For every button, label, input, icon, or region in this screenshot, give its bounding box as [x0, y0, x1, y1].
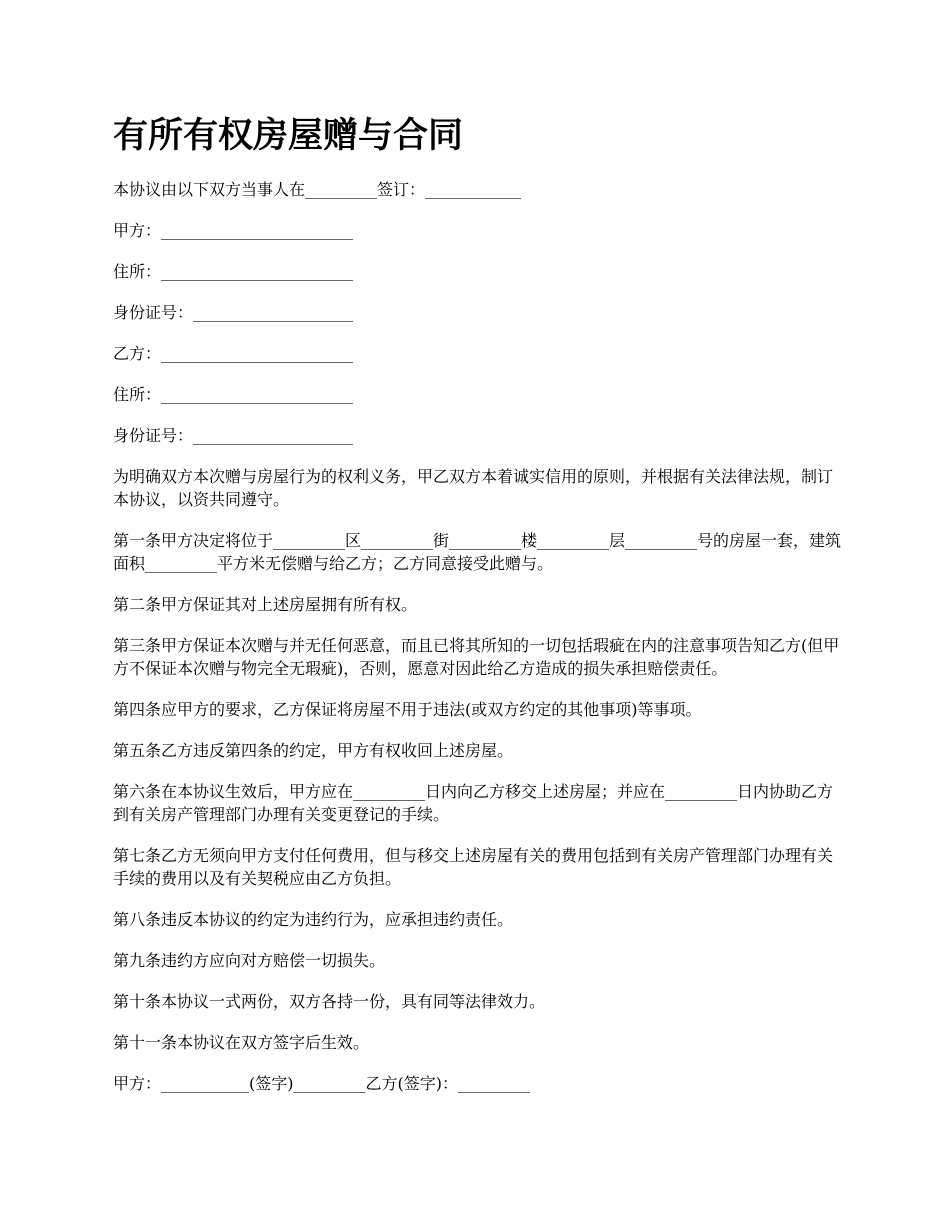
party-b-field: 乙方：________________________ [113, 344, 354, 363]
party-a-address-field: 住所：________________________ [113, 262, 354, 281]
signature-line: 甲方：___________(签字)_________乙方(签字)：_________ [113, 1074, 530, 1093]
intro-line: 本协议由以下双方当事人在_________签订：____________ [113, 180, 522, 199]
article-3: 第三条甲方保证本次赠与并无任何恶意，而且已将其所知的一切包括瑕疵在内的注意事项告知乙方(但甲方不保证本次赠与物完全无瑕疵)，否则，愿意对因此给乙方造成的损失承担赔偿责任。 [113, 636, 840, 678]
article-5: 第五条乙方违反第四条的约定，甲方有权收回上述房屋。 [113, 741, 514, 760]
article-9: 第九条违约方应向对方赔偿一切损失。 [113, 951, 386, 970]
party-b-id-field: 身份证号：____________________ [113, 426, 354, 445]
article-6: 第六条在本协议生效后，甲方应在_________日内向乙方移交上述房屋；并应在_________日内协助乙方到有关房产管理部门办理有关变更登记的手续。 [113, 782, 834, 824]
article-1: 第一条甲方决定将位于_________区_________街_________楼_________层_________号的房屋一套，建筑面积_________平方米无偿赠与给乙方；乙方同意接受此赠与。 [113, 531, 842, 573]
party-b-address-field: 住所：________________________ [113, 385, 354, 404]
article-2: 第二条甲方保证其对上述房屋拥有所有权。 [113, 595, 418, 614]
party-a-field: 甲方：________________________ [113, 221, 354, 240]
document-title: 有所有权房屋赠与合同 [113, 116, 464, 156]
article-7: 第七条乙方无须向甲方支付任何费用，但与移交上述房屋有关的费用包括到有关房产管理部门办理有关手续的费用以及有关契税应由乙方负担。 [113, 846, 834, 888]
party-a-id-field: 身份证号：____________________ [113, 303, 354, 322]
article-8: 第八条违反本协议的约定为违约行为，应承担违约责任。 [113, 910, 514, 929]
article-11: 第十一条本协议在双方签字后生效。 [113, 1033, 370, 1052]
article-4: 第四条应甲方的要求，乙方保证将房屋不用于违法(或双方约定的其他事项)等事项。 [113, 700, 702, 719]
preamble-paragraph: 为明确双方本次赠与房屋行为的权利义务，甲乙双方本着诚实信用的原则，并根据有关法律法规，制订本协议，以资共同遵守。 [113, 467, 834, 509]
article-10: 第十条本协议一式两份，双方各持一份，具有同等法律效力。 [113, 992, 546, 1011]
document-page [113, 112, 841, 1113]
